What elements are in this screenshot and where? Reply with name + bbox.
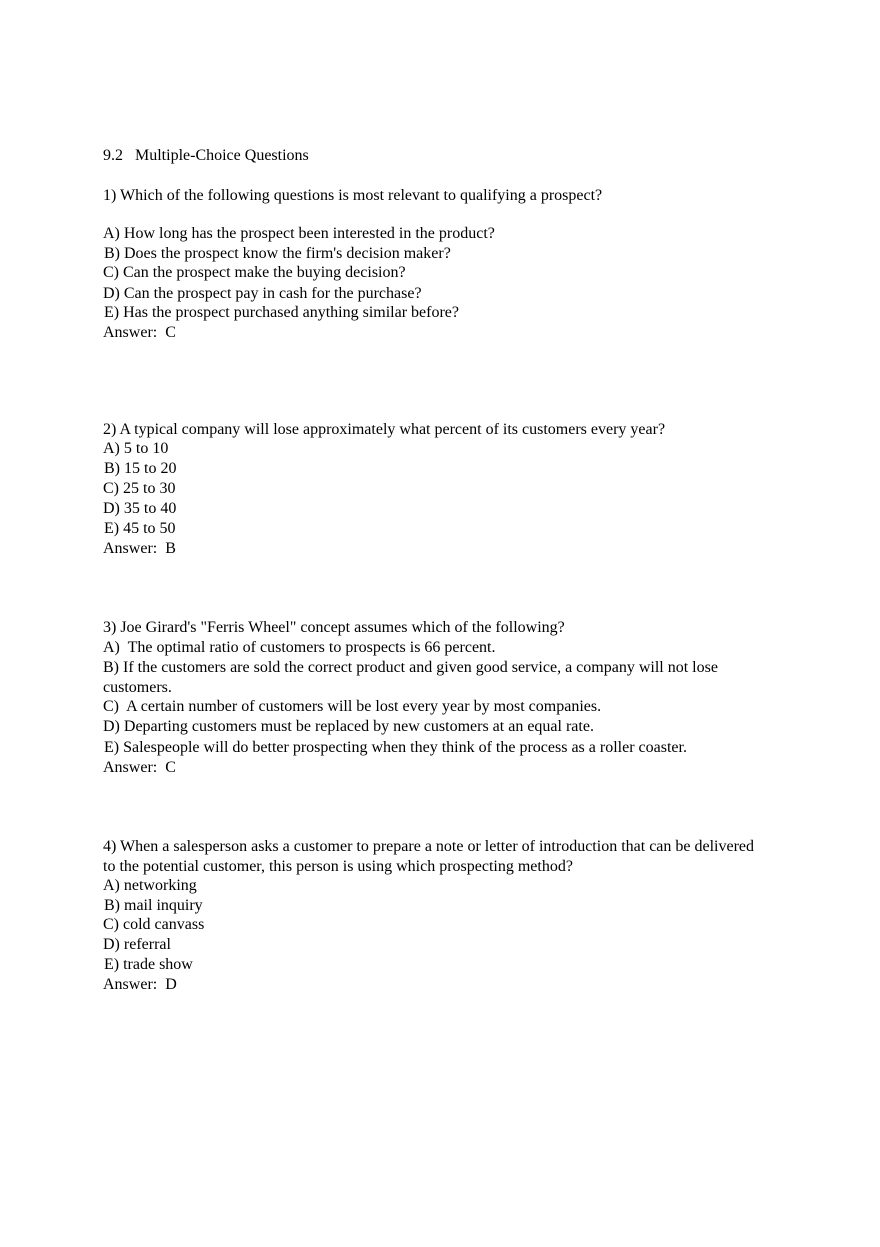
answer-key: Answer: C: [103, 324, 176, 341]
answer-option: E) 45 to 50: [104, 520, 176, 537]
answer-key: Answer: C: [103, 759, 176, 776]
question-stem: 4) When a salesperson asks a customer to prepare a note or letter of introduction that can be delivered to the potential customer, this person is using which prospecting method?: [103, 838, 755, 875]
answer-option: B) Does the prospect know the firm's decision maker?: [104, 245, 451, 262]
answer-option: C) A certain number of customers will be lost every year by most companies.: [103, 698, 602, 715]
question-stem: 2) A typical company will lose approximately what percent of its customers every year?: [103, 421, 666, 438]
answer-option: D) Can the prospect pay in cash for the purchase?: [103, 285, 422, 302]
answer-option: B) 15 to 20: [104, 460, 177, 477]
section-heading: 9.2 Multiple-Choice Questions: [103, 147, 309, 164]
question-stem: 3) Joe Girard's "Ferris Wheel" concept assumes which of the following?: [103, 619, 565, 636]
answer-option: A) 5 to 10: [103, 440, 169, 457]
answer-option: A) networking: [103, 877, 197, 894]
answer-option: D) referral: [103, 936, 171, 953]
answer-option: E) Has the prospect purchased anything similar before?: [104, 304, 459, 321]
answer-option: D) 35 to 40: [103, 500, 177, 517]
answer-option: B) If the customers are sold the correct product and given good service, a company will not lose customers.: [103, 659, 718, 696]
question-stem: 1) Which of the following questions is most relevant to qualifying a prospect?: [103, 187, 603, 204]
answer-key: Answer: D: [103, 976, 177, 993]
answer-option: D) Departing customers must be replaced by new customers at an equal rate.: [103, 718, 594, 735]
answer-option: E) trade show: [104, 956, 193, 973]
answer-option: B) mail inquiry: [104, 897, 203, 914]
answer-option: A) How long has the prospect been interested in the product?: [103, 225, 495, 242]
answer-option: E) Salespeople will do better prospecting when they think of the process as a roller coaster.: [104, 739, 687, 756]
answer-option: C) cold canvass: [103, 916, 205, 933]
answer-option: A) The optimal ratio of customers to prospects is 66 percent.: [103, 639, 496, 656]
answer-option: C) 25 to 30: [103, 480, 176, 497]
answer-option: C) Can the prospect make the buying decision?: [103, 264, 406, 281]
answer-key: Answer: B: [103, 540, 176, 557]
